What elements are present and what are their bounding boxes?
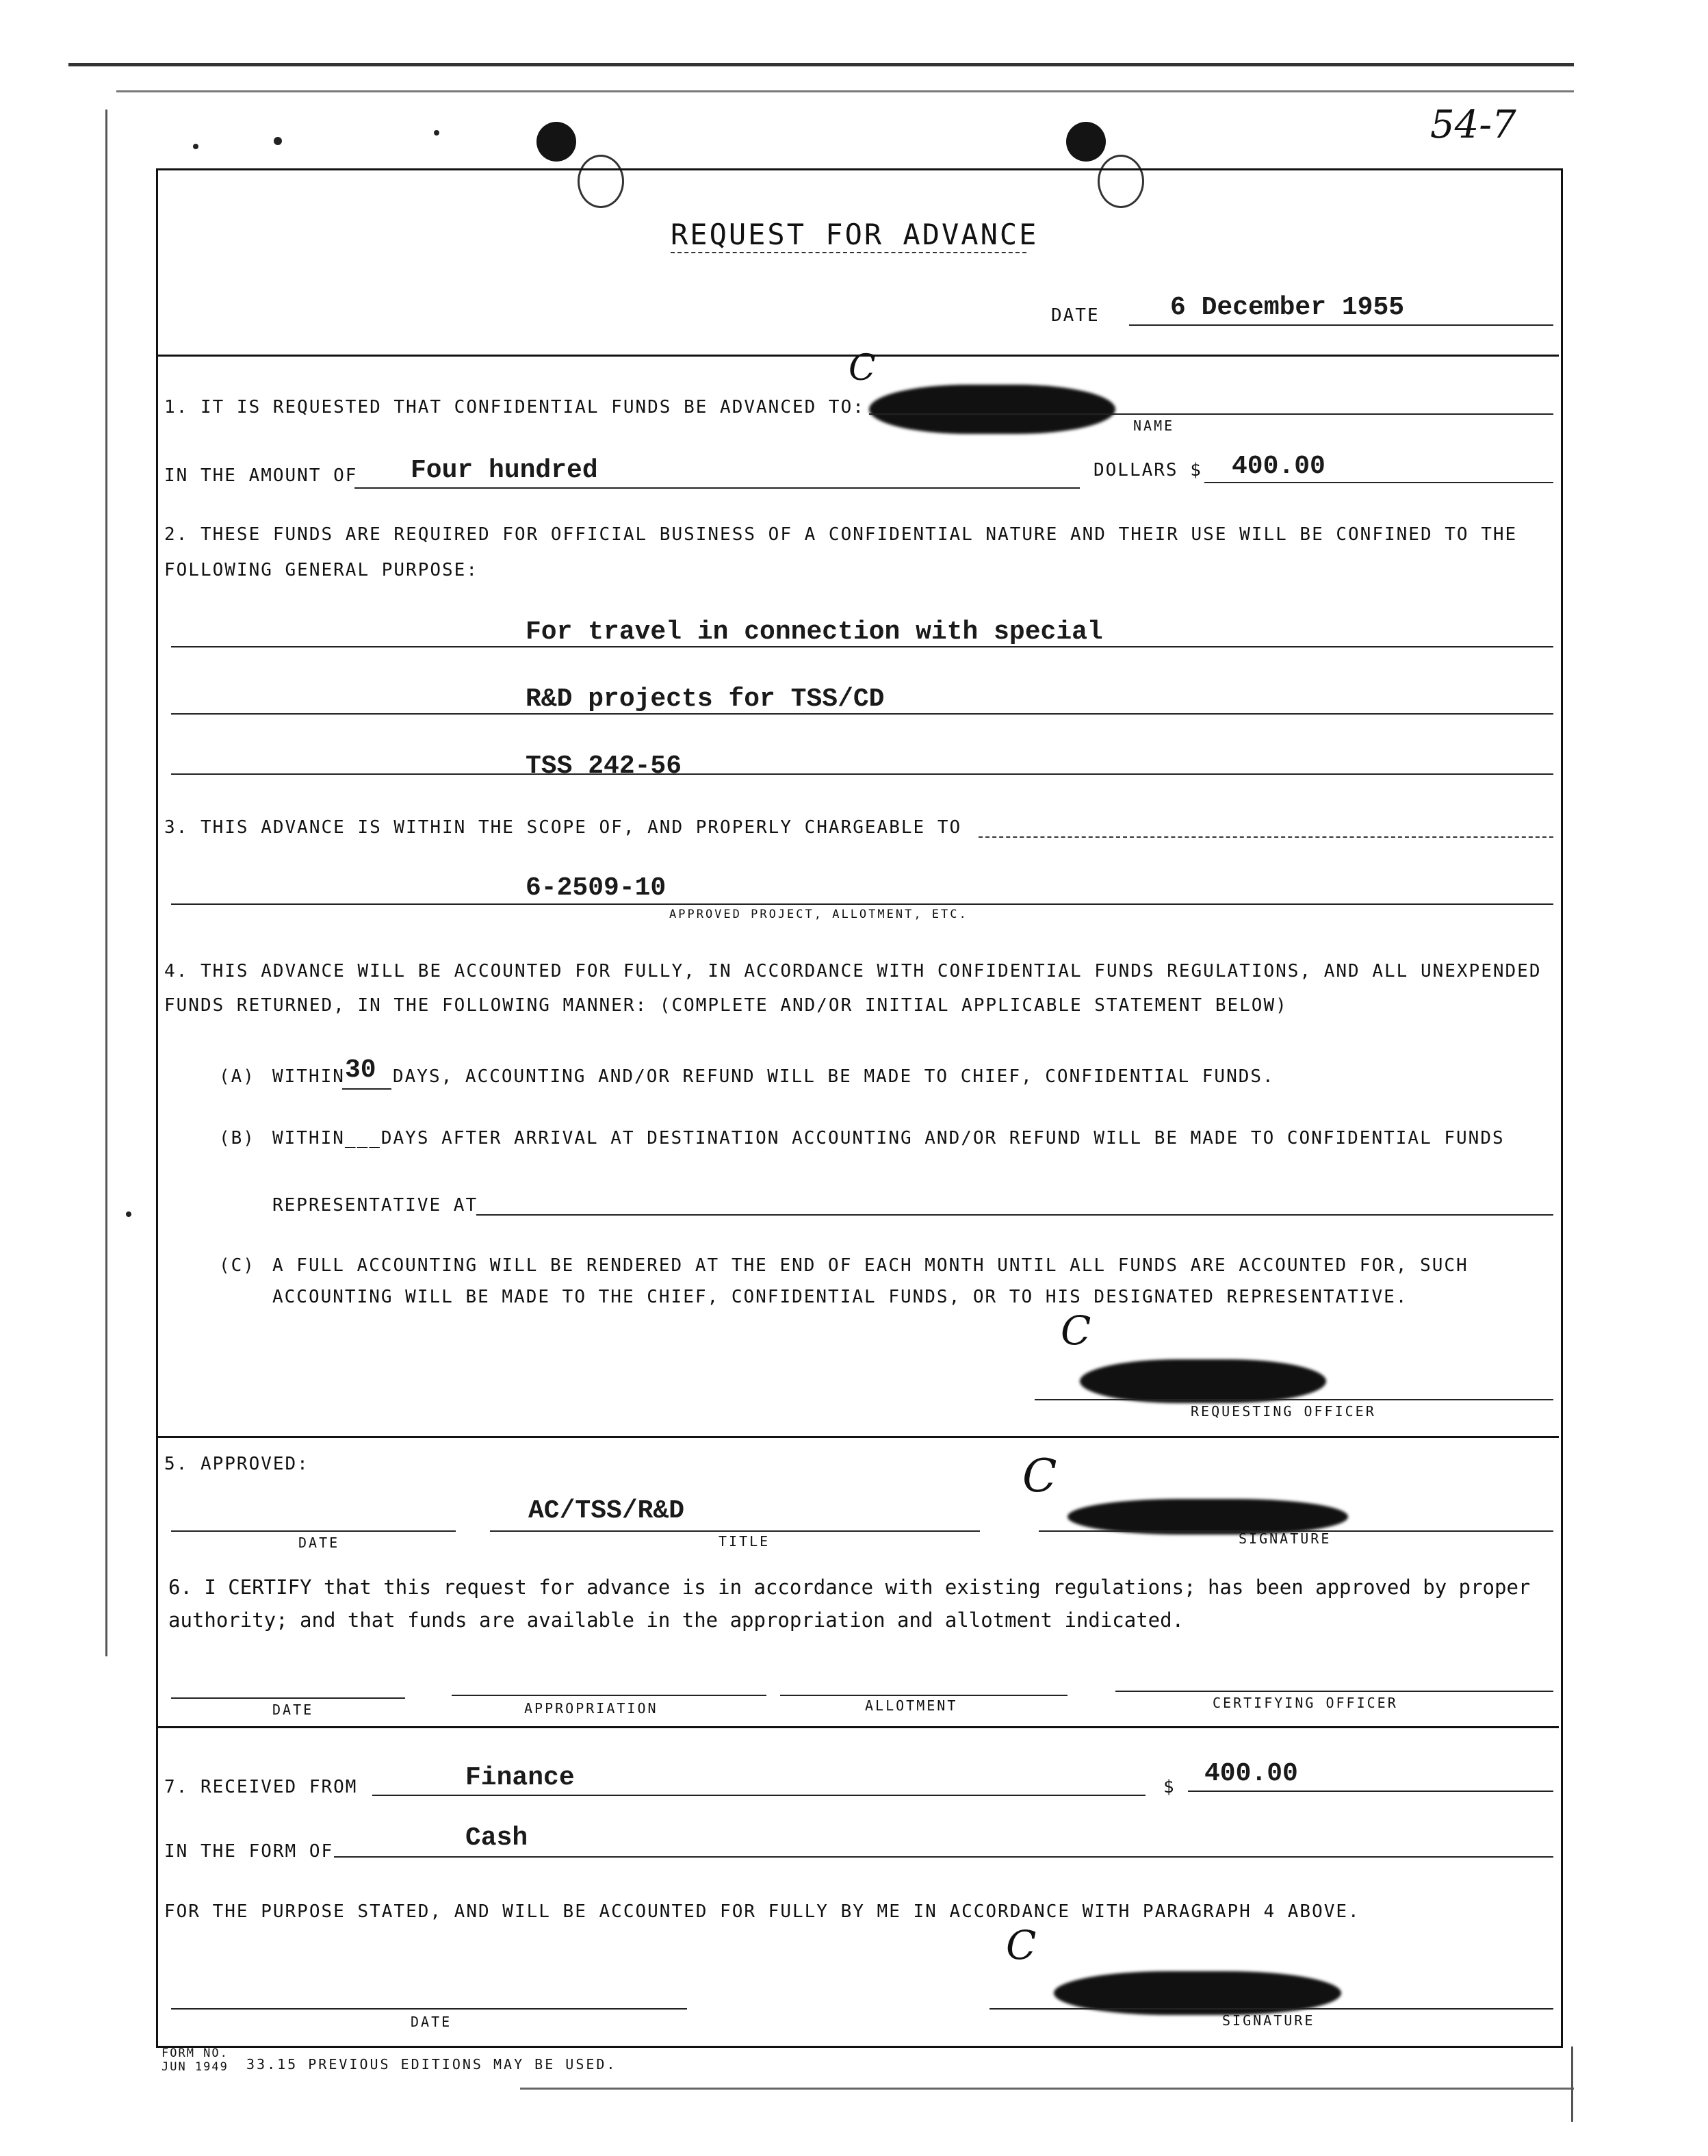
s4-a-label: (A) xyxy=(219,1066,255,1087)
s4-a-post: DAYS, ACCOUNTING AND/OR REFUND WILL BE MADE TO CHIEF, CONFIDENTIAL FUNDS. xyxy=(393,1066,1275,1087)
s5-signature-caption: SIGNATURE xyxy=(1239,1530,1332,1547)
scan-edge-left xyxy=(105,110,107,1656)
scan-edge-right xyxy=(1571,2046,1573,2122)
s7-received-field[interactable]: Finance xyxy=(465,1763,575,1793)
punch-hole-left xyxy=(536,122,576,162)
s6-allotment-line xyxy=(780,1695,1068,1696)
purpose-line-3-text[interactable]: TSS 242-56 xyxy=(526,752,682,781)
date-label: DATE xyxy=(1051,305,1100,326)
scan-edge-bottom xyxy=(520,2088,1574,2090)
purpose-line-3 xyxy=(171,773,1553,775)
s5-title-caption: TITLE xyxy=(719,1533,771,1550)
form-frame xyxy=(156,168,1563,2048)
s7-form-line xyxy=(334,1856,1553,1858)
s5-date-line xyxy=(171,1530,456,1532)
s7-date-caption: DATE xyxy=(411,2014,452,2030)
redacted-payee-name xyxy=(869,385,1115,434)
s7-received-label: 7. RECEIVED FROM xyxy=(164,1777,358,1797)
amount-words-field[interactable]: Four hundred xyxy=(411,456,598,485)
requesting-officer-line xyxy=(1035,1399,1553,1400)
punch-hole-right xyxy=(1066,122,1106,162)
s5-title-field[interactable]: AC/TSS/R&D xyxy=(528,1496,685,1526)
s6-allotment-caption: ALLOTMENT xyxy=(865,1697,958,1714)
footer-note: 33.15 PREVIOUS EDITIONS MAY BE USED. xyxy=(246,2056,617,2072)
speck xyxy=(274,137,282,145)
speck xyxy=(434,130,439,136)
form-title: REQUEST FOR ADVANCE xyxy=(671,218,1039,251)
s4-b-rep-line xyxy=(476,1214,1553,1216)
s4-b-text: WITHIN___DAYS AFTER ARRIVAL AT DESTINATION ACCOUNTING AND/OR REFUND WILL BE MADE TO CONFIDENTIAL FUNDS xyxy=(272,1128,1505,1148)
s7-signature-line xyxy=(989,2008,1553,2010)
s7-amount-field[interactable]: 400.00 xyxy=(1204,1759,1298,1788)
s6-line2: authority; and that funds are available in the appropriation and allotment indicated. xyxy=(168,1608,1185,1632)
s4-b-label: (B) xyxy=(219,1128,255,1148)
redacted-approver-signature xyxy=(1068,1499,1348,1535)
purpose-line-2 xyxy=(171,713,1553,715)
s3-value-field[interactable]: 6-2509-10 xyxy=(526,873,667,903)
s5-date-caption: DATE xyxy=(298,1535,340,1551)
s1-text: 1. IT IS REQUESTED THAT CONFIDENTIAL FUNDS BE ADVANCED TO: xyxy=(164,397,865,418)
s3-value-line xyxy=(171,903,1553,905)
amount-value-line xyxy=(1204,482,1553,483)
speck xyxy=(193,144,198,149)
speck xyxy=(126,1211,131,1217)
s5-handmark: C xyxy=(1022,1450,1057,1502)
amount-value-field[interactable]: 400.00 xyxy=(1232,452,1325,481)
footer-form-no: FORM NO. xyxy=(161,2046,229,2060)
amount-words-line xyxy=(354,487,1080,489)
s7-handmark: C xyxy=(1006,1922,1037,1968)
s2-line2: FOLLOWING GENERAL PURPOSE: xyxy=(164,560,478,580)
s7-dollar-sign: $ xyxy=(1163,1777,1176,1797)
purpose-line-2-text[interactable]: R&D projects for TSS/CD xyxy=(526,684,885,714)
s3-chargeable-line xyxy=(979,836,1553,838)
s5-label: 5. APPROVED: xyxy=(164,1454,309,1474)
s1-handmark: C xyxy=(849,348,876,389)
dollars-label: DOLLARS $ xyxy=(1094,460,1202,480)
purpose-line-1 xyxy=(171,646,1553,647)
s4-a-pre: WITHIN xyxy=(272,1066,345,1087)
s7-amount-line xyxy=(1188,1791,1553,1792)
s6-certifying-caption: CERTIFYING OFFICER xyxy=(1213,1695,1398,1711)
s6-certifying-line xyxy=(1115,1691,1553,1692)
s5-title-line xyxy=(490,1530,980,1532)
payee-name-line xyxy=(869,413,1553,415)
s3-caption: APPROVED PROJECT, ALLOTMENT, ETC. xyxy=(669,908,968,921)
s7-date-line xyxy=(171,2008,687,2010)
date-line xyxy=(1129,324,1553,326)
s4-line2: FUNDS RETURNED, IN THE FOLLOWING MANNER: (COMPLETE AND/OR INITIAL APPLICABLE STATEMENT BELOW) xyxy=(164,995,1288,1016)
purpose-line-1-text[interactable]: For travel in connection with special xyxy=(526,617,1103,647)
s4-line1: 4. THIS ADVANCE WILL BE ACCOUNTED FOR FULLY, IN ACCORDANCE WITH CONFIDENTIAL FUNDS REGULATIONS, AND ALL UNEXPENDED xyxy=(164,961,1542,981)
s7-form-label: IN THE FORM OF xyxy=(164,1841,334,1862)
amount-label: IN THE AMOUNT OF xyxy=(164,465,358,486)
corner-note: 54-7 xyxy=(1430,103,1516,147)
s4-a-days-field[interactable]: 30 xyxy=(345,1055,376,1085)
divider-before-s5 xyxy=(157,1436,1559,1438)
s4-c-label: (C) xyxy=(219,1255,255,1276)
s7-purpose-text: FOR THE PURPOSE STATED, AND WILL BE ACCOUNTED FOR FULLY BY ME IN ACCORDANCE WITH PARAGRAPH 4 ABOVE. xyxy=(164,1901,1360,1922)
title-underline xyxy=(671,252,1026,253)
s6-appropriation-caption: APPROPRIATION xyxy=(524,1700,658,1717)
s7-form-field[interactable]: Cash xyxy=(465,1823,528,1853)
s4-c-line1: A FULL ACCOUNTING WILL BE RENDERED AT THE END OF EACH MONTH UNTIL ALL FUNDS ARE ACCOUNTED FOR, SUCH xyxy=(272,1255,1468,1276)
name-caption: NAME xyxy=(1133,418,1175,434)
date-field[interactable]: 6 December 1955 xyxy=(1170,293,1405,322)
scan-edge-top xyxy=(68,63,1574,66)
requesting-officer-caption: REQUESTING OFFICER xyxy=(1191,1403,1376,1420)
s6-date-line xyxy=(171,1697,405,1699)
s6-appropriation-line xyxy=(452,1695,766,1696)
s2-line1: 2. THESE FUNDS ARE REQUIRED FOR OFFICIAL BUSINESS OF A CONFIDENTIAL NATURE AND THEIR USE WILL BE CONFINED TO THE xyxy=(164,524,1518,545)
divider-before-s7 xyxy=(157,1726,1559,1728)
footer-date-code: JUN 1949 xyxy=(161,2060,229,2074)
s6-date-caption: DATE xyxy=(272,1702,314,1718)
s4-b-rep-label: REPRESENTATIVE AT xyxy=(272,1195,478,1216)
s7-signature-caption: SIGNATURE xyxy=(1222,2012,1315,2029)
s6-line1: 6. I CERTIFY that this request for advance is in accordance with existing regulations; has been approved by proper xyxy=(168,1576,1531,1599)
s4-handmark: C xyxy=(1061,1307,1091,1354)
s4-a-days-line xyxy=(342,1088,391,1090)
s4-c-line2: ACCOUNTING WILL BE MADE TO THE CHIEF, CONFIDENTIAL FUNDS, OR TO HIS DESIGNATED REPRESENTATIVE. xyxy=(272,1287,1408,1307)
s7-received-line xyxy=(372,1795,1146,1796)
s3-text: 3. THIS ADVANCE IS WITHIN THE SCOPE OF, AND PROPERLY CHARGEABLE TO xyxy=(164,817,962,838)
redacted-requesting-officer-signature xyxy=(1080,1359,1326,1403)
scan-edge-top-faint xyxy=(116,90,1574,92)
